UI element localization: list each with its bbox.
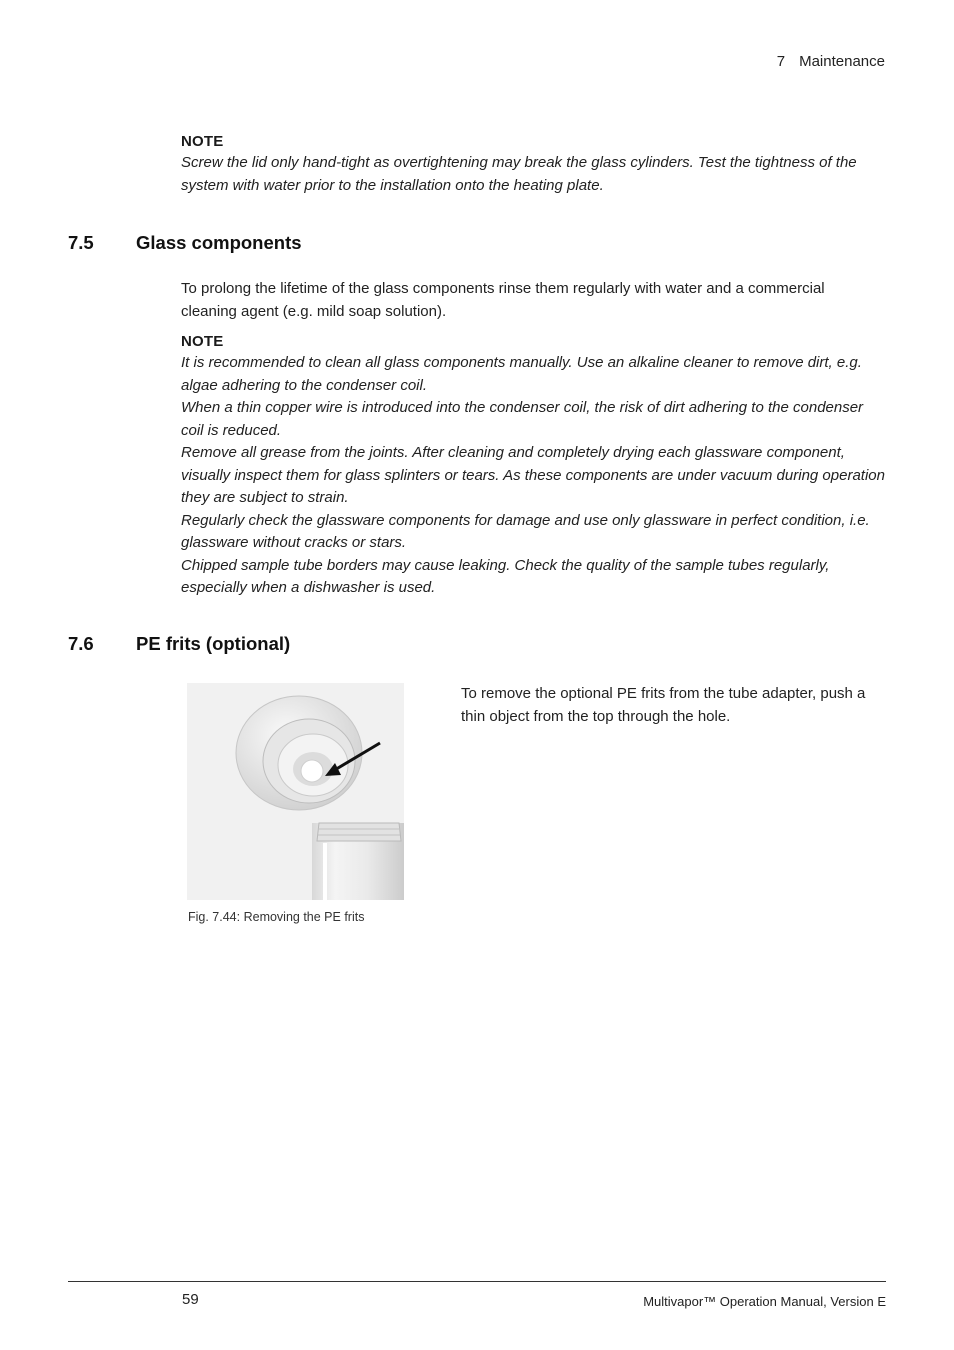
note-paragraph: Chipped sample tube borders may cause leaking. Check the quality of the sample tubes regularly, especially when a dishwasher is used.: [181, 556, 830, 596]
section-heading-7-6: [68, 633, 290, 655]
chapter-number: 7: [776, 53, 786, 70]
footer-divider: [68, 1281, 886, 1282]
note-block-2: [181, 333, 886, 600]
section-title: PE frits (optional): [136, 633, 291, 654]
figure-caption: Fig. 7.44: Removing the PE frits: [188, 910, 365, 924]
note-block-1: [181, 133, 886, 197]
note-text: Screw the lid only hand-tight as overtightening may break the glass cylinders. Test the tightness of the system with water prior to the installation onto the heating plate.: [181, 154, 857, 194]
running-header: [777, 53, 885, 70]
section-heading-7-5: [68, 232, 302, 254]
page-number: 59: [182, 1291, 199, 1308]
note-label: NOTE: [181, 333, 224, 350]
note-paragraph: When a thin copper wire is introduced into the condenser coil, the risk of dirt adhering to the condenser coil is reduced.: [181, 399, 864, 439]
section-title: Glass components: [136, 232, 302, 253]
section-7-6-body: To remove the optional PE frits from the tube adapter, push a thin object from the top through the hole.: [461, 685, 866, 725]
manual-title: Multivapor™ Operation Manual, Version E: [643, 1294, 886, 1309]
section-number: 7.5: [68, 232, 94, 253]
section-7-5-body: To prolong the lifetime of the glass components rinse them regularly with water and a commercial cleaning agent (e.g. mild soap solution).: [181, 280, 825, 320]
note-label: NOTE: [181, 133, 224, 150]
note-paragraph: Regularly check the glassware components for damage and use only glassware in perfect condition, i.e. glassware without cracks or stars.: [181, 511, 870, 551]
pe-frits-illustration: [187, 683, 404, 900]
note-paragraph: It is recommended to clean all glass components manually. Use an alkaline cleaner to remove dirt, e.g. algae adhering to the condenser coil.: [181, 354, 862, 394]
section-number: 7.6: [68, 633, 94, 654]
figure-pe-frits-photo: [187, 683, 404, 900]
note-text: [181, 352, 886, 600]
chapter-title: Maintenance: [799, 53, 885, 70]
note-paragraph: Remove all grease from the joints. After cleaning and completely drying each glassware component, visually inspect them for glass splinters or tears. As these components are under vacuum during operation they are subject to strain.: [181, 444, 885, 506]
